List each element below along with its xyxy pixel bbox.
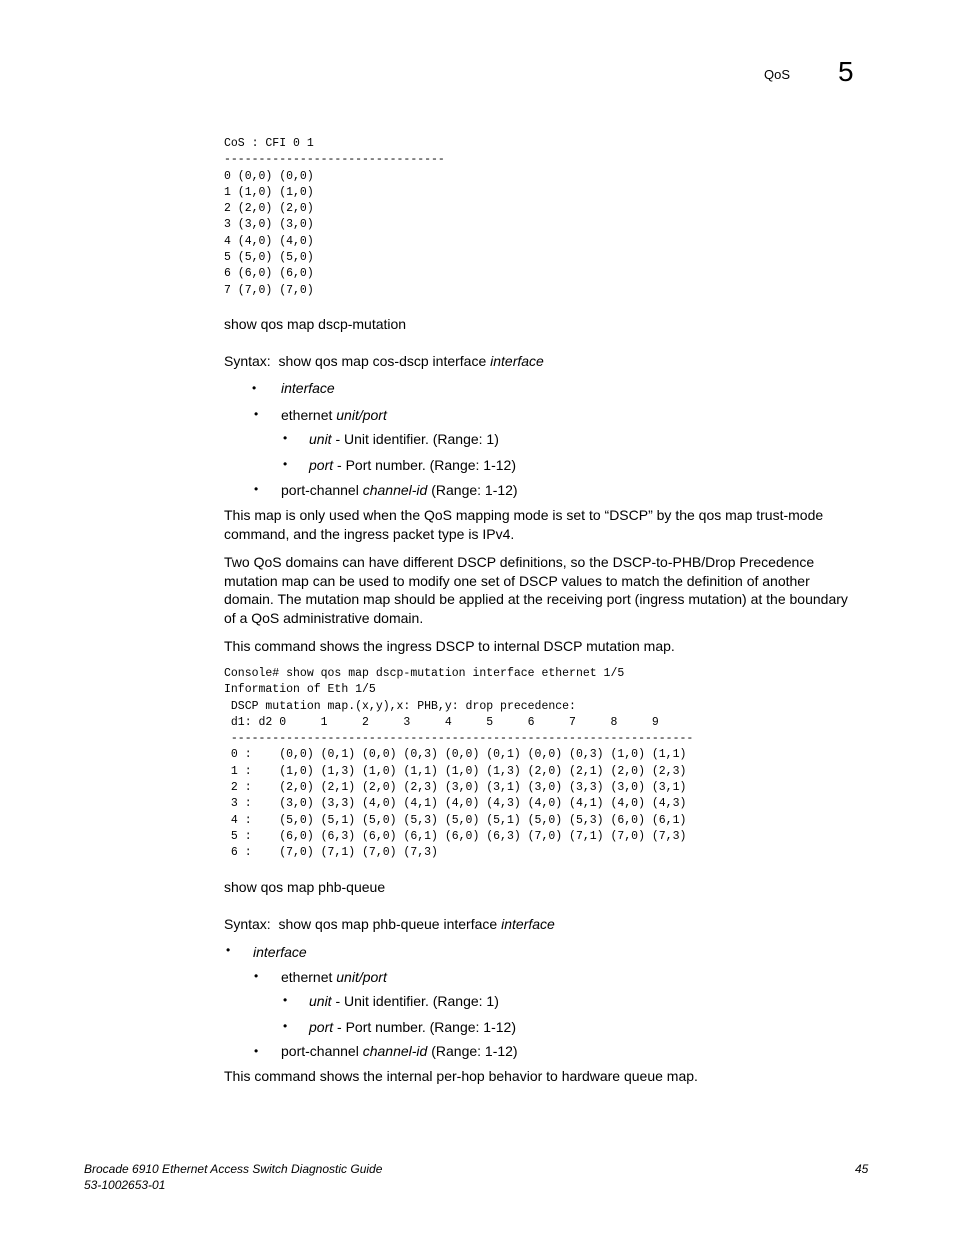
bullet-icon: •	[254, 969, 259, 983]
code-line: 2 : (2,0) (2,1) (2,0) (2,3) (3,0) (3,1) (3,0) (3,3) (3,0) (3,1)	[224, 781, 687, 795]
syntax-command: show qos map cos-dscp interface	[278, 353, 487, 369]
code-line: 4 (4,0) (4,0)	[224, 234, 314, 248]
code-line: 6 (6,0) (6,0)	[224, 267, 314, 281]
syntax-argument: interface	[490, 353, 544, 369]
code-line: 5 (5,0) (5,0)	[224, 251, 314, 265]
code-line: d1: d2 0 1 2 3 4 5 6 7 8 9	[224, 715, 659, 729]
footer-page-number: 45	[855, 1162, 869, 1176]
syntax-argument: interface	[501, 916, 555, 932]
command-heading-phb-queue: show qos map phb-queue	[224, 879, 386, 895]
paragraph-ingress-dscp: This command shows the ingress DSCP to internal DSCP mutation map.	[224, 638, 675, 654]
param-ethernet: ethernet unit/port	[281, 969, 387, 985]
footer-doc-number: 53-1002653-01	[84, 1178, 166, 1192]
running-header-section: QoS	[764, 67, 791, 82]
bullet-icon: •	[252, 381, 257, 395]
bullet-icon: •	[283, 431, 288, 445]
code-line: 3 (3,0) (3,0)	[224, 218, 314, 232]
param-interface: interface	[253, 944, 307, 960]
footer-doc-title: Brocade 6910 Ethernet Access Switch Diagnostic Guide	[84, 1162, 383, 1176]
chapter-number: 5	[838, 56, 854, 87]
code-line: DSCP mutation map.(x,y),x: PHB,y: drop precedence:	[224, 699, 576, 713]
param-ethernet: ethernet unit/port	[281, 407, 387, 423]
code-line: 1 (1,0) (1,0)	[224, 185, 314, 199]
param-unit: unit - Unit identifier. (Range: 1)	[309, 993, 499, 1009]
paragraph-phb-queue: This command shows the internal per-hop behavior to hardware queue map.	[224, 1068, 698, 1084]
code-line: 0 : (0,0) (0,1) (0,0) (0,3) (0,0) (0,1) (0,0) (0,3) (1,0) (1,1)	[224, 748, 687, 762]
code-line: -------------------------------------------------------------------	[224, 732, 694, 746]
code-line: 6 : (7,0) (7,1) (7,0) (7,3)	[224, 846, 438, 860]
code-line: 2 (2,0) (2,0)	[224, 202, 314, 216]
param-port-channel: port-channel channel-id (Range: 1-12)	[281, 482, 518, 498]
paragraph-qos-domains: Two QoS domains can have different DSCP definitions, so the DSCP-to-PHB/Drop Precedence mutation map can be used to modify one set of DSCP values to match the definition of another domain. The mutation map should be applied at the receiving port (ingress mutation) at the boundary of a QoS administrative domain.	[224, 554, 848, 626]
code-line: CoS : CFI 0 1	[224, 137, 314, 150]
code-line: Information of Eth 1/5	[224, 683, 376, 697]
code-line: 1 : (1,0) (1,3) (1,0) (1,1) (1,0) (1,3) (2,0) (2,1) (2,0) (2,3)	[224, 764, 687, 778]
code-line: 5 : (6,0) (6,3) (6,0) (6,1) (6,0) (6,3) (7,0) (7,1) (7,0) (7,3)	[224, 829, 687, 843]
cos-cfi-table	[224, 136, 445, 299]
code-line: Console# show qos map dscp-mutation interface ethernet 1/5	[224, 667, 625, 680]
syntax-line-phb-queue	[224, 915, 555, 934]
syntax-line-dscp-mutation	[224, 352, 544, 371]
code-line: 4 : (5,0) (5,1) (5,0) (5,3) (5,0) (5,1) (5,0) (5,3) (6,0) (6,1)	[224, 813, 687, 827]
bullet-icon: •	[283, 1019, 288, 1033]
param-unit: unit - Unit identifier. (Range: 1)	[309, 431, 499, 447]
param-port: port - Port number. (Range: 1-12)	[309, 457, 516, 473]
param-port-channel: port-channel channel-id (Range: 1-12)	[281, 1043, 518, 1059]
code-line: 7 (7,0) (7,0)	[224, 283, 314, 297]
command-heading-dscp-mutation: show qos map dscp-mutation	[224, 316, 407, 332]
bullet-icon: •	[254, 1044, 259, 1058]
dscp-mutation-example	[224, 666, 693, 862]
code-line: 0 (0,0) (0,0)	[224, 169, 314, 183]
param-interface: interface	[281, 380, 335, 396]
syntax-label: Syntax:	[224, 353, 271, 369]
param-port: port - Port number. (Range: 1-12)	[309, 1019, 516, 1035]
bullet-icon: •	[283, 993, 288, 1007]
code-line: --------------------------------	[224, 153, 445, 167]
bullet-icon: •	[283, 457, 288, 471]
paragraph-trust-mode: This map is only used when the QoS mapping mode is set to “DSCP” by the qos map trust-mode command, and the ingress packet type is IPv4.	[224, 507, 824, 542]
syntax-command: show qos map phb-queue interface	[278, 916, 498, 932]
bullet-icon: •	[226, 943, 231, 957]
bullet-icon: •	[254, 482, 259, 496]
syntax-label: Syntax:	[224, 916, 271, 932]
code-line: 3 : (3,0) (3,3) (4,0) (4,1) (4,0) (4,3) (4,0) (4,1) (4,0) (4,3)	[224, 797, 687, 811]
bullet-icon: •	[254, 407, 259, 421]
